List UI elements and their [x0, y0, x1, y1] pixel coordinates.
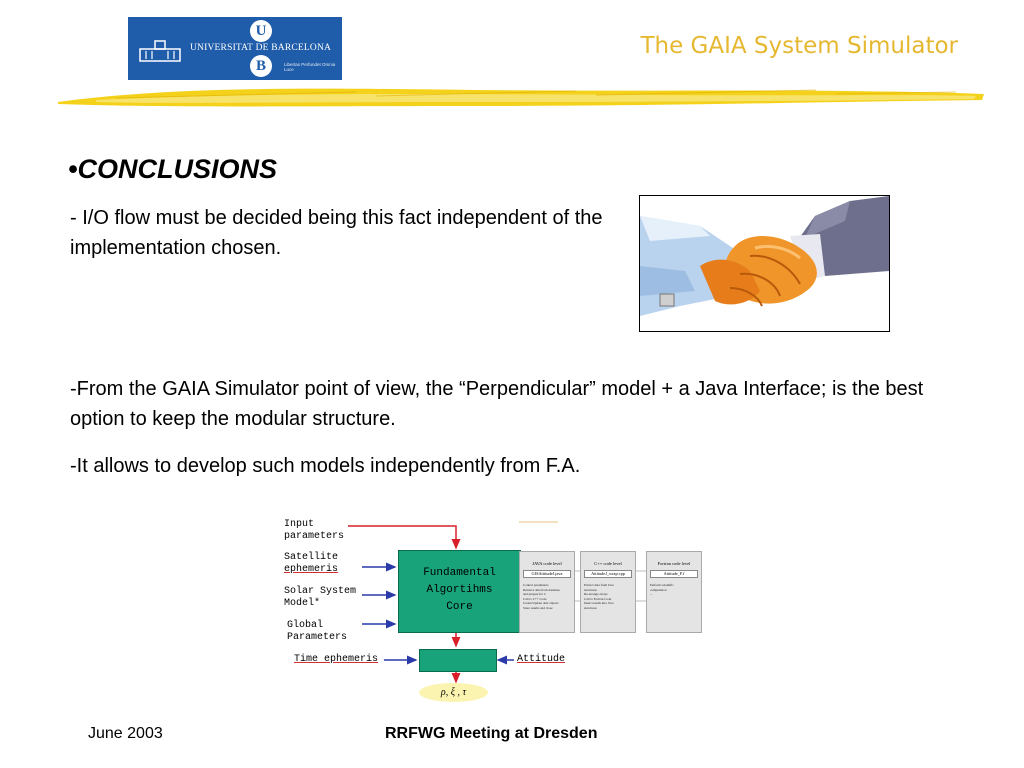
- label-satellite-line1: Satellite: [284, 552, 339, 563]
- panel-java-level: [519, 551, 575, 633]
- paragraph-perpendicular-model: -From the GAIA Simulator point of view, the “Perpendicular” model + a Java Interface; is the best option to keep the modular structure.: [70, 378, 924, 430]
- handshake-icon: [640, 196, 889, 331]
- label-satellite-ephemeris: [284, 552, 338, 576]
- decorative-brush-stroke: [56, 80, 986, 112]
- heading-text: CONCLUSIONS: [77, 154, 277, 184]
- panel-cpp-header: C++ code level: [594, 561, 622, 566]
- label-solar-line1: Solar System: [284, 586, 357, 597]
- panel-java-lines: Control parameters Retrieve data from database and prepare for C Call to C++ Code Create/Update data objects Store results and close: [523, 583, 560, 610]
- panel-cpp-field: AttitudeJ_wrap.cpp: [584, 570, 632, 578]
- panel-java-header: JAVA code level: [532, 561, 562, 566]
- output-parameters: ρ, ξ , τ: [419, 683, 488, 702]
- output-box: [419, 649, 497, 672]
- building-icon: [138, 37, 182, 63]
- handshake-image: [639, 195, 890, 332]
- conclusions-heading: [68, 154, 277, 185]
- logo-letter-b: B: [250, 55, 272, 77]
- label-solar-line2: Model*: [284, 598, 321, 609]
- panel-fortran-header: Fortran code level: [657, 561, 691, 566]
- label-attitude: Attitude: [517, 654, 566, 665]
- university-logo: [128, 17, 342, 80]
- label-input-line1: Input: [284, 519, 315, 530]
- label-global-line2: Parameters: [287, 632, 348, 643]
- label-input-parameters: [284, 519, 344, 543]
- core-label: Fundamental Algortihms Core: [423, 567, 496, 613]
- panel-cpp-lines: Extract data from Java structures Re-arrange arrays Call to Fortran Code Insert results into Java structures: [584, 583, 614, 610]
- logo-letter-u: U: [250, 20, 272, 42]
- label-global-line1: Global: [287, 620, 324, 631]
- panel-fortran-field: Attitude_F.f: [650, 570, 698, 578]
- footer-meeting: RRFWG Meeting at Dresden: [385, 725, 598, 742]
- fundamental-core-box: [398, 550, 521, 633]
- label-solar-system-model: [284, 586, 356, 610]
- panel-cpp-level: [580, 551, 636, 633]
- logo-motto: Libertas Perfundet Omnia Luce: [284, 62, 336, 72]
- panel-fortran-level: [646, 551, 702, 633]
- paragraph-independent-models: -It allows to develop such models independently from F.A.: [70, 455, 581, 477]
- slide-title: The GAIA System Simulator: [640, 33, 958, 59]
- heading-bullet: •: [68, 154, 78, 184]
- panel-java-field: GISAttitudeJ.java: [523, 570, 571, 578]
- label-time-ephemeris: Time ephemeris: [294, 654, 379, 665]
- label-input-line2: parameters: [284, 531, 345, 542]
- architecture-diagram: [278, 515, 704, 705]
- university-name: UNIVERSITAT DE BARCELONA: [190, 43, 332, 53]
- panel-fortran-lines: Perform scientific computation ...: [650, 583, 674, 597]
- footer-date: June 2003: [88, 725, 163, 742]
- label-satellite-line2: ephemeris: [284, 564, 339, 575]
- paragraph-io-flow: - I/O flow must be decided being this fact independent of the implementation chosen.: [70, 207, 603, 259]
- label-global-parameters: [287, 620, 347, 644]
